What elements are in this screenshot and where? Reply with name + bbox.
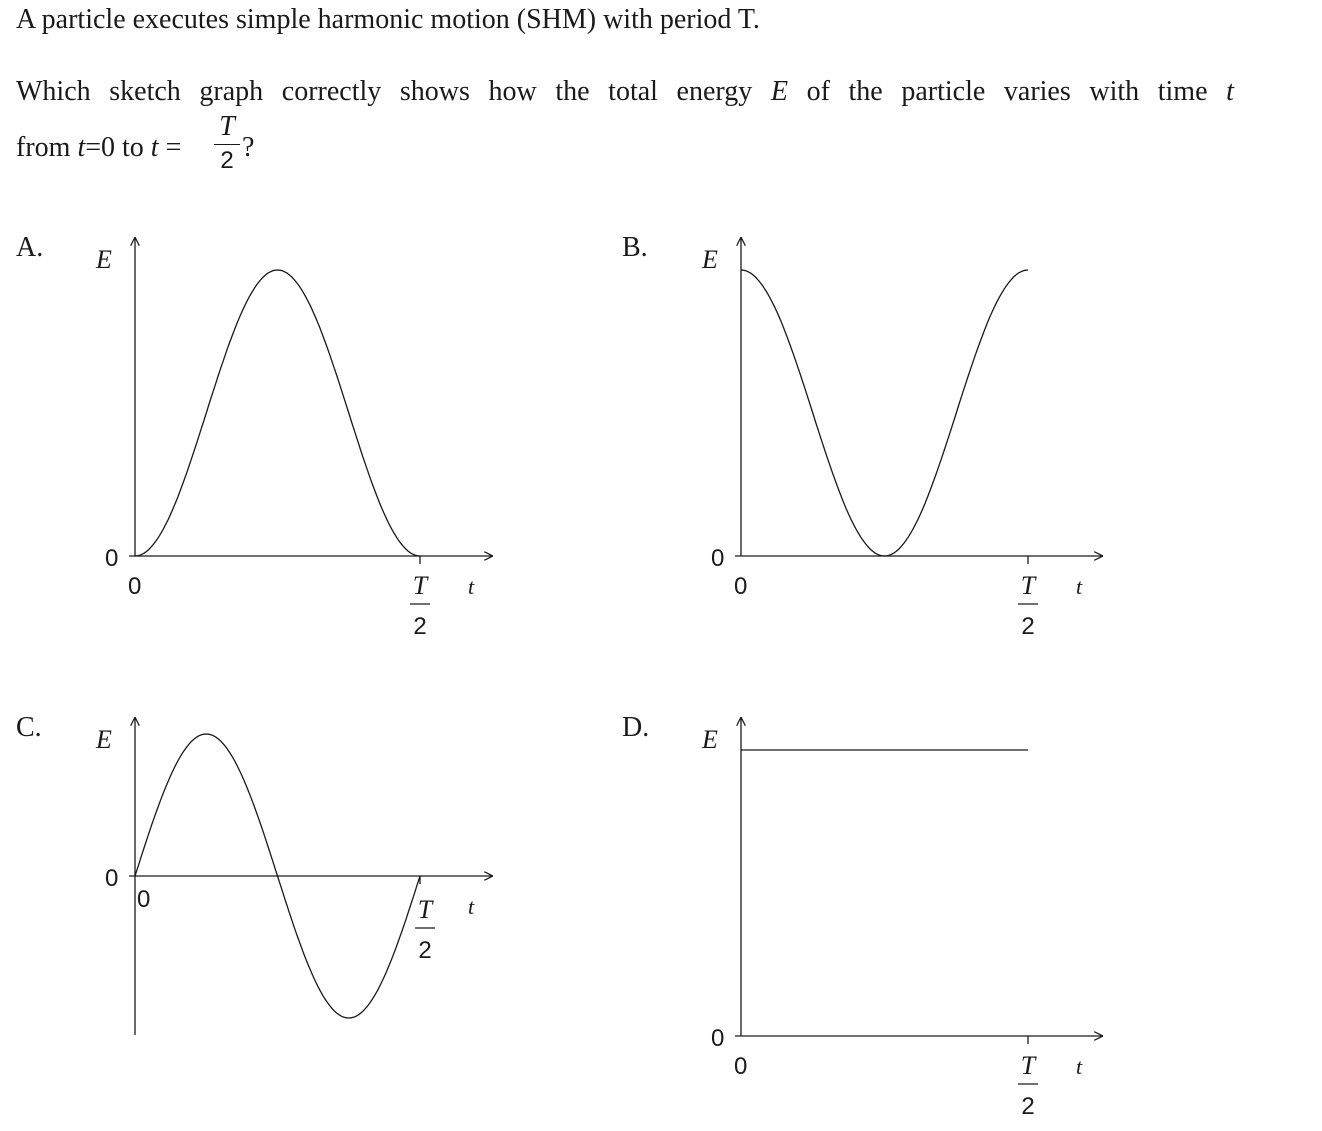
end-tick-denominator: 2 [1021, 1093, 1035, 1120]
line2-word: correctly [281, 76, 382, 107]
end-tick-denominator: 2 [418, 937, 432, 964]
x-origin-label: 0 [734, 1053, 748, 1080]
line2-word: particle [901, 76, 986, 107]
x-axis-label: t [1076, 1054, 1083, 1079]
end-tick-numerator: T [1020, 571, 1036, 600]
y-origin-label: 0 [105, 865, 119, 892]
y-origin-label: 0 [711, 545, 725, 572]
option-d[interactable] [622, 712, 1102, 1120]
y-axis-label: E [96, 245, 112, 274]
end-tick-numerator: T [412, 571, 428, 600]
x-axis-label: t [468, 574, 475, 599]
x-origin-label: 0 [128, 573, 142, 600]
line2-word: E [770, 76, 788, 107]
line2-word: time [1157, 76, 1208, 107]
energy-curve [741, 270, 1028, 556]
line3-eq2: = [165, 132, 182, 163]
line3-eq1: =0 to [85, 132, 144, 163]
y-axis-label: E [702, 245, 718, 274]
question-mark: ? [242, 132, 255, 163]
energy-curve [135, 270, 420, 556]
end-tick-numerator: T [417, 895, 433, 924]
x-axis-label: t [1076, 574, 1083, 599]
line2-word: energy [676, 76, 753, 107]
option-label: A. [16, 232, 44, 263]
y-axis-label: E [702, 725, 718, 754]
line2-word: of [806, 76, 830, 107]
option-a[interactable] [16, 232, 492, 640]
line2-word: the [555, 76, 590, 107]
x-axis-label: t [468, 894, 475, 919]
end-tick-denominator: 2 [413, 613, 427, 640]
option-label: D. [622, 712, 650, 743]
option-c[interactable] [16, 712, 492, 1035]
option-label: B. [622, 232, 648, 263]
fraction-numerator: T [219, 111, 235, 142]
end-tick-numerator: T [1020, 1051, 1036, 1080]
line2-word: shows [399, 76, 470, 107]
line2-word: how [488, 76, 537, 107]
line2-word: graph [199, 76, 264, 107]
y-axis-label: E [96, 725, 112, 754]
end-tick-denominator: 2 [1021, 613, 1035, 640]
line2-word: with [1089, 76, 1140, 107]
option-b[interactable] [622, 232, 1102, 640]
x-origin-label: 0 [734, 573, 748, 600]
fraction-denominator: 2 [220, 147, 234, 174]
line2-word: t [1226, 76, 1234, 107]
option-label: C. [16, 712, 42, 743]
line2-word: the [848, 76, 883, 107]
line2-word: varies [1003, 76, 1071, 107]
y-origin-label: 0 [105, 545, 119, 572]
line2-word: sketch [109, 76, 181, 107]
question-line-1: A particle executes simple harmonic motion (SHM) with period T. [16, 4, 760, 35]
line2-word: total [608, 76, 658, 107]
line3-t1: t [77, 132, 86, 163]
line2-word: Which [16, 76, 91, 107]
line3-prefix: from [16, 132, 71, 163]
y-origin-label: 0 [711, 1025, 725, 1052]
x-origin-label: 0 [137, 886, 151, 913]
line3-t2: t [150, 132, 159, 163]
